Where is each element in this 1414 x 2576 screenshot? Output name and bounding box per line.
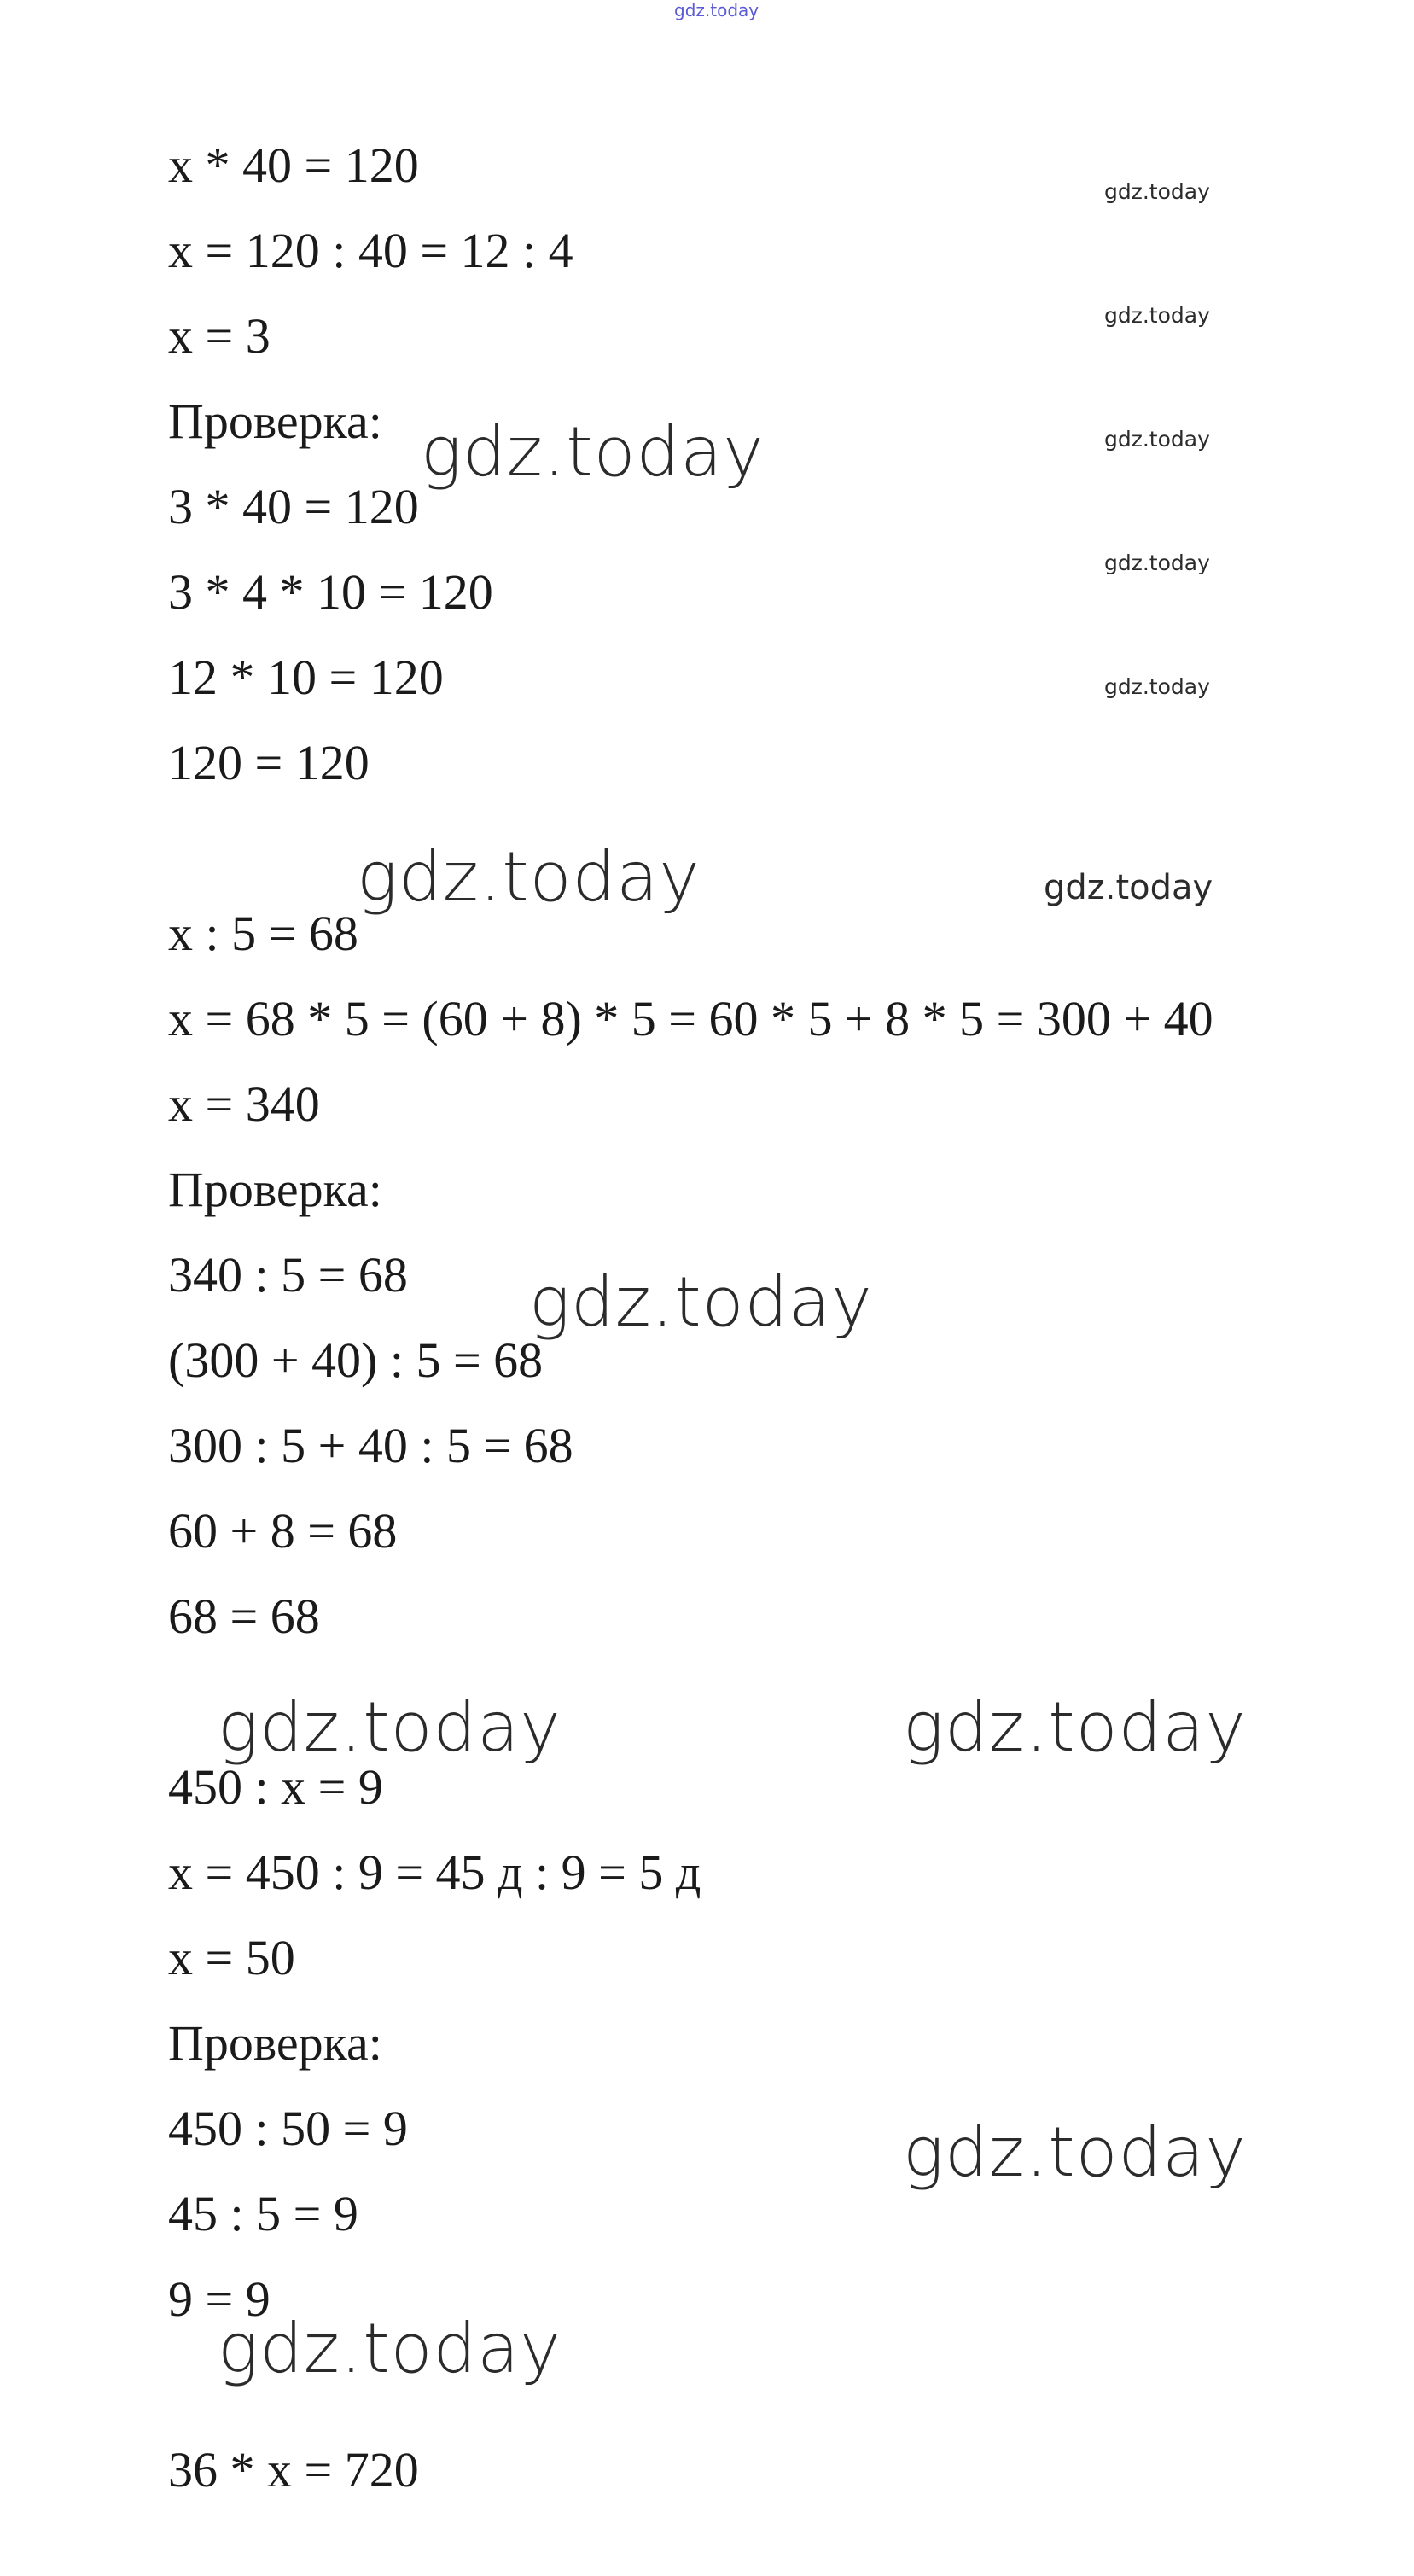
equation-line: 120 = 120 xyxy=(168,735,370,790)
equation-line: 3 * 4 * 10 = 120 xyxy=(168,564,493,620)
watermark-top: gdz.today xyxy=(674,0,759,20)
equation-line: 450 : 50 = 9 xyxy=(168,2101,408,2156)
check-heading: Проверка: xyxy=(168,393,382,449)
equation-line: 36 * x = 720 xyxy=(168,2442,419,2497)
check-heading: Проверка: xyxy=(168,2015,382,2071)
equation-line: x * 40 = 120 xyxy=(168,137,419,193)
watermark-large: gdz.today xyxy=(421,412,765,492)
equation-line: x : 5 = 68 xyxy=(168,906,358,961)
watermark-small: gdz.today xyxy=(1104,303,1210,328)
watermark-large: gdz.today xyxy=(218,1687,562,1767)
equation-line: x = 120 : 40 = 12 : 4 xyxy=(168,223,573,278)
watermark-large: gdz.today xyxy=(357,837,701,917)
equation-line: x = 340 xyxy=(168,1076,320,1132)
equation-line: (300 + 40) : 5 = 68 xyxy=(168,1332,544,1388)
equation-line: 60 + 8 = 68 xyxy=(168,1503,398,1559)
equation-line: 300 : 5 + 40 : 5 = 68 xyxy=(168,1418,573,1473)
equation-line: 68 = 68 xyxy=(168,1588,320,1644)
watermark-large: gdz.today xyxy=(903,1687,1247,1767)
watermark-large: gdz.today xyxy=(903,2113,1247,2192)
equation-line: 9 = 9 xyxy=(168,2271,271,2327)
equation-line: 450 : x = 9 xyxy=(168,1759,383,1815)
equation-line: 340 : 5 = 68 xyxy=(168,1247,408,1303)
equation-line: 45 : 5 = 9 xyxy=(168,2186,358,2241)
equation-line: 3 * 40 = 120 xyxy=(168,479,419,534)
watermark-small: gdz.today xyxy=(1104,551,1210,575)
watermark-small: gdz.today xyxy=(1104,179,1210,204)
watermark-large: gdz.today xyxy=(529,1262,873,1342)
equation-line: x = 450 : 9 = 45 д : 9 = 5 д xyxy=(168,1845,701,1900)
watermark-medium: gdz.today xyxy=(1044,868,1213,907)
equation-line: x = 3 xyxy=(168,308,271,364)
equation-line: x = 50 xyxy=(168,1930,295,1985)
watermark-large: gdz.today xyxy=(218,2309,562,2388)
watermark-small: gdz.today xyxy=(1104,674,1210,699)
watermark-small: gdz.today xyxy=(1104,427,1210,452)
equation-line: 12 * 10 = 120 xyxy=(168,650,444,705)
check-heading: Проверка: xyxy=(168,1162,382,1217)
equation-line: x = 68 * 5 = (60 + 8) * 5 = 60 * 5 + 8 * 5 = 300 + 40 xyxy=(168,991,1213,1046)
